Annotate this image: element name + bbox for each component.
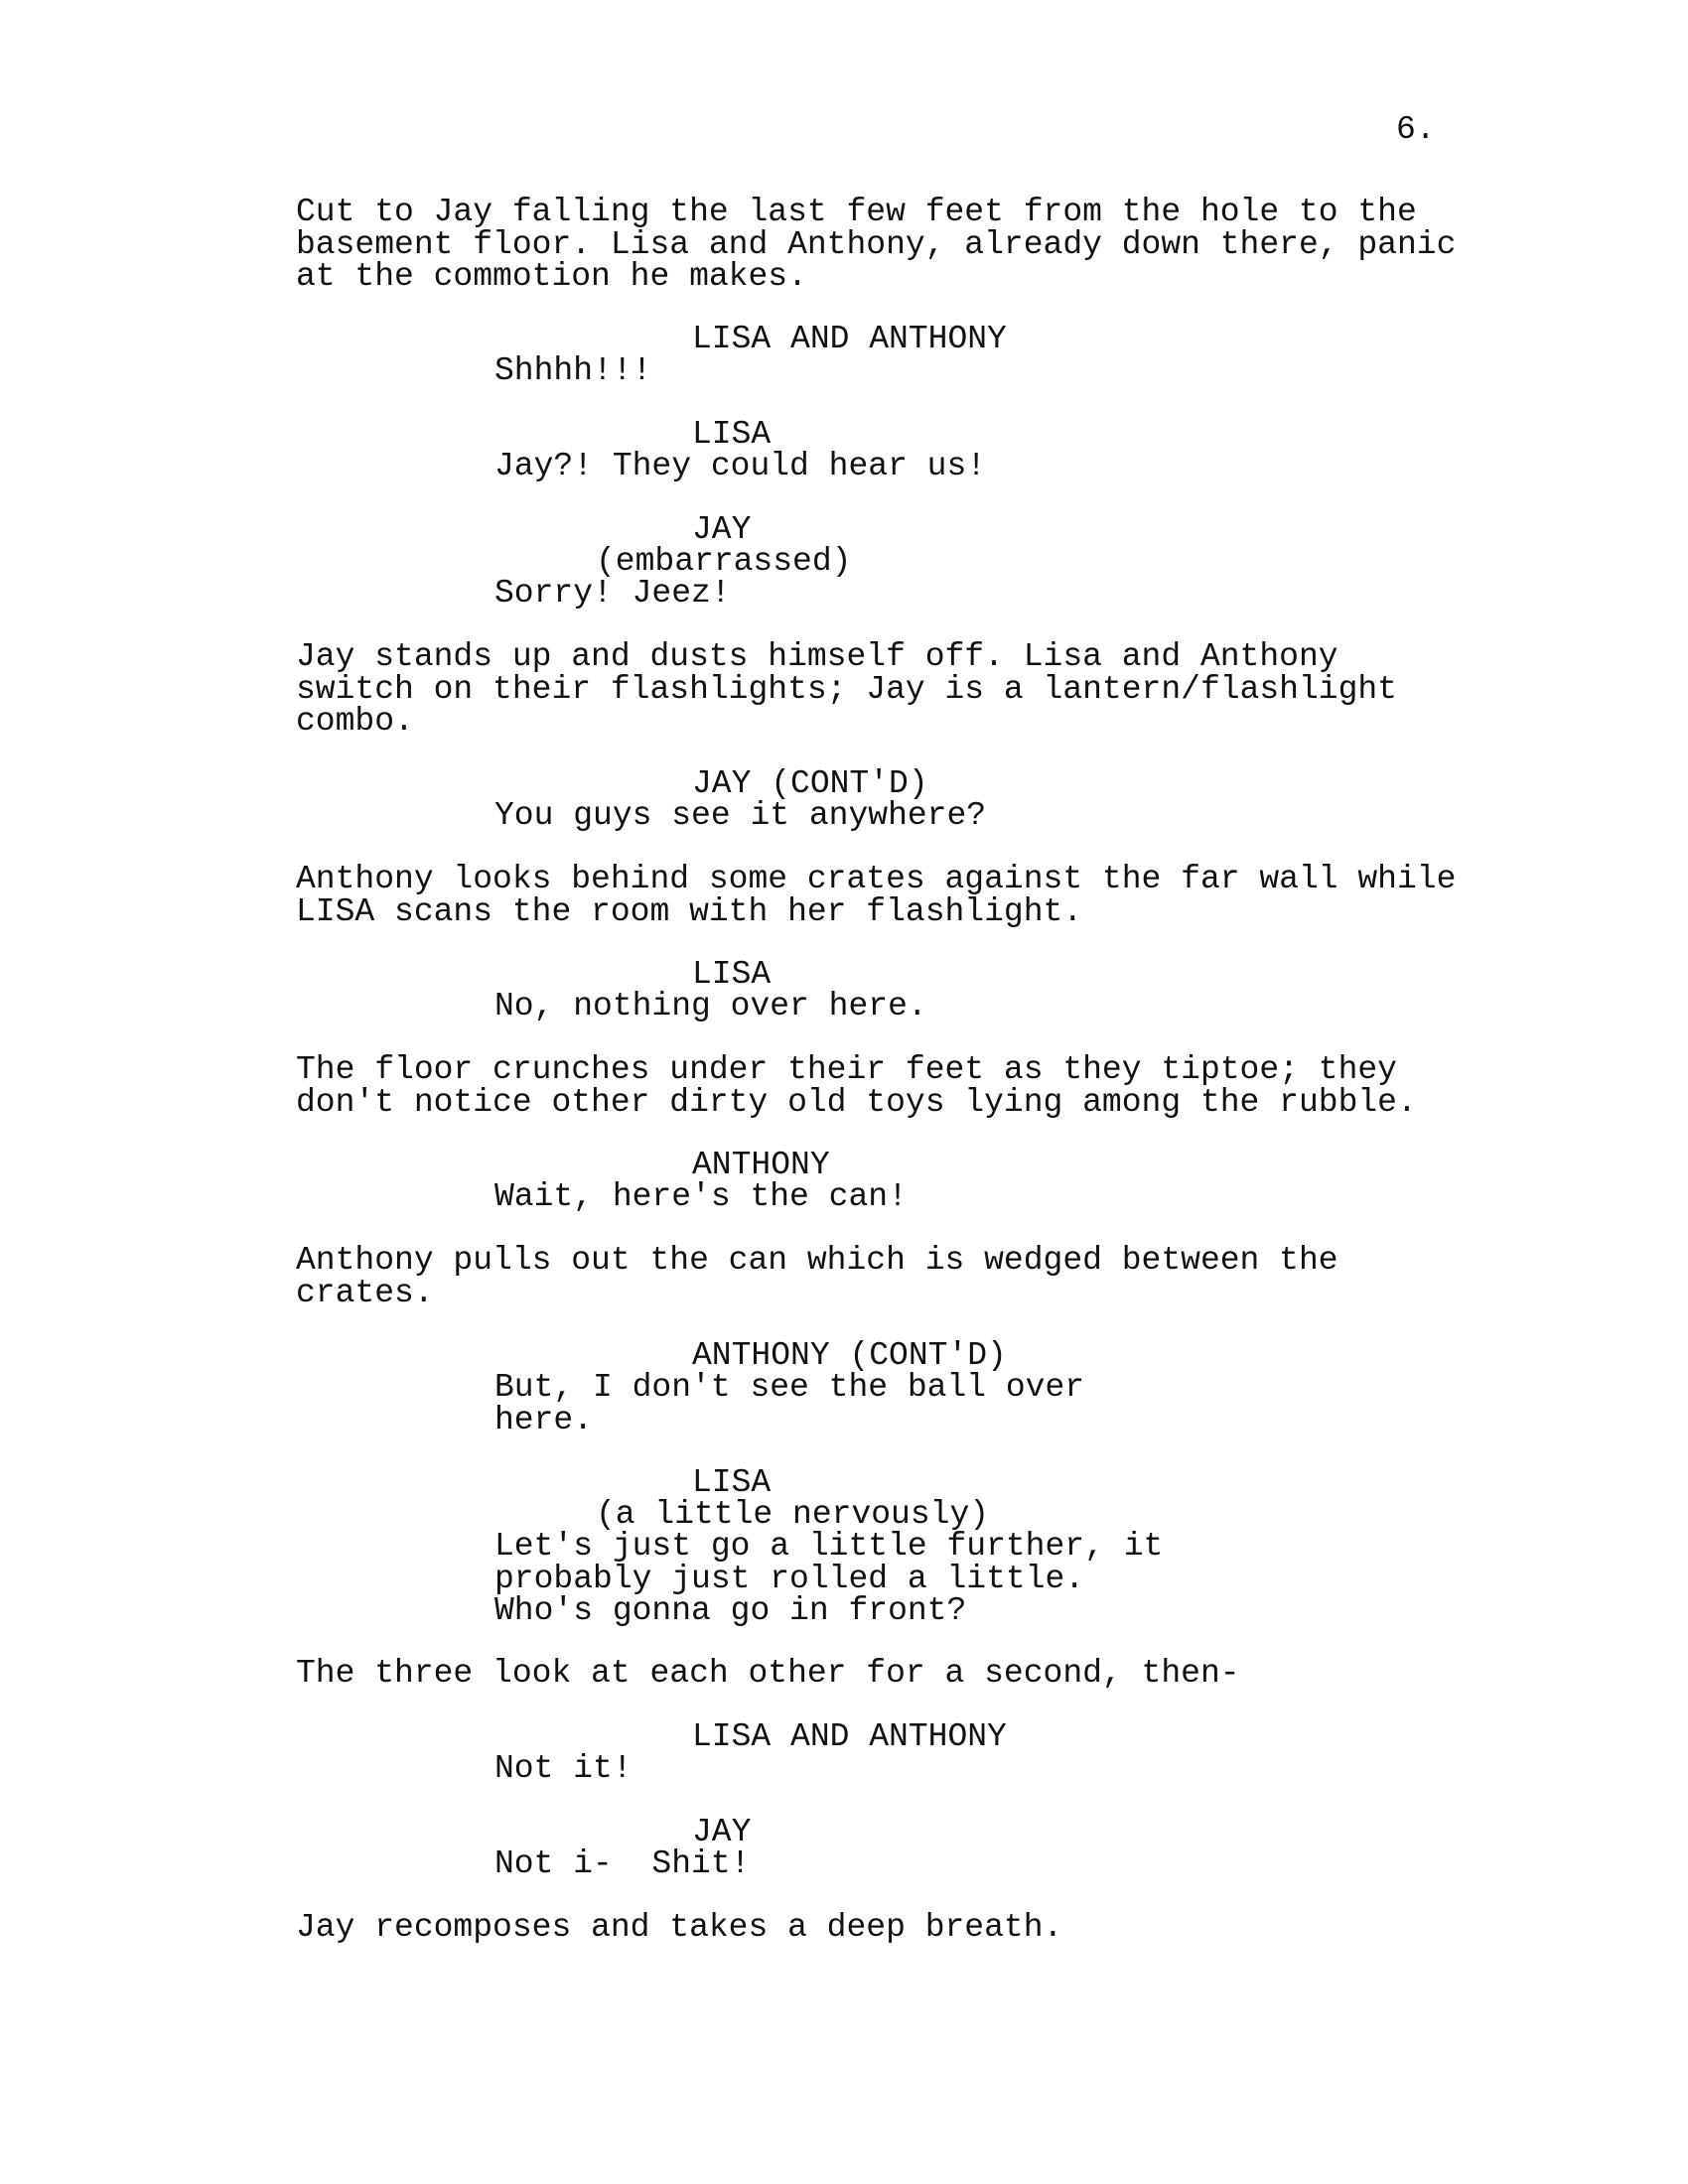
action-line: Anthony looks behind some crates against the far wall while LISA scans the room with her flashlight. bbox=[296, 861, 1457, 930]
character-name: LISA bbox=[692, 956, 772, 993]
dialogue-line: Sorry! Jeez! bbox=[494, 575, 731, 612]
parenthetical: (embarrassed) bbox=[596, 543, 852, 580]
character-name: LISA AND ANTHONY bbox=[692, 1718, 1007, 1755]
dialogue-line: Not i- Shit! bbox=[494, 1845, 751, 1882]
dialogue-line: Not it! bbox=[494, 1750, 633, 1787]
character-name: JAY (CONT'D) bbox=[692, 765, 928, 802]
character-name: JAY bbox=[692, 511, 752, 548]
action-line: Jay stands up and dusts himself off. Lisa and Anthony switch on their flashlights; Jay is a lantern/flashlight combo. bbox=[296, 638, 1397, 740]
dialogue-line: Wait, here's the can! bbox=[494, 1178, 908, 1215]
character-name: LISA bbox=[692, 416, 772, 453]
dialogue-line: Let's just go a little further, it probably just rolled a little. Who's gonna go in front? bbox=[494, 1528, 1164, 1629]
dialogue-line: Shhhh!!! bbox=[494, 352, 652, 389]
action-line: The three look at each other for a second, then- bbox=[296, 1655, 1240, 1692]
character-name: ANTHONY bbox=[692, 1147, 830, 1183]
character-name: LISA AND ANTHONY bbox=[692, 321, 1007, 357]
character-name: JAY bbox=[692, 1814, 752, 1850]
action-line: The floor crunches under their feet as they tiptoe; they don't notice other dirty old toys lying among the rubble. bbox=[296, 1051, 1417, 1121]
dialogue-line: But, I don't see the ball over here. bbox=[494, 1369, 1085, 1438]
action-line: Anthony pulls out the can which is wedged between the crates. bbox=[296, 1242, 1338, 1311]
action-line: Cut to Jay falling the last few feet from the hole to the basement floor. Lisa and Anthony, already down there, panic at the commotion he makes. bbox=[296, 194, 1457, 295]
character-name: LISA bbox=[692, 1464, 772, 1501]
action-line: Jay recomposes and takes a deep breath. bbox=[296, 1909, 1063, 1946]
page-number: 6. bbox=[1396, 111, 1436, 148]
parenthetical: (a little nervously) bbox=[596, 1496, 990, 1533]
dialogue-line: Jay?! They could hear us! bbox=[494, 448, 987, 484]
dialogue-line: No, nothing over here. bbox=[494, 988, 927, 1024]
character-name: ANTHONY (CONT'D) bbox=[692, 1337, 1007, 1374]
dialogue-line: You guys see it anywhere? bbox=[494, 797, 987, 834]
